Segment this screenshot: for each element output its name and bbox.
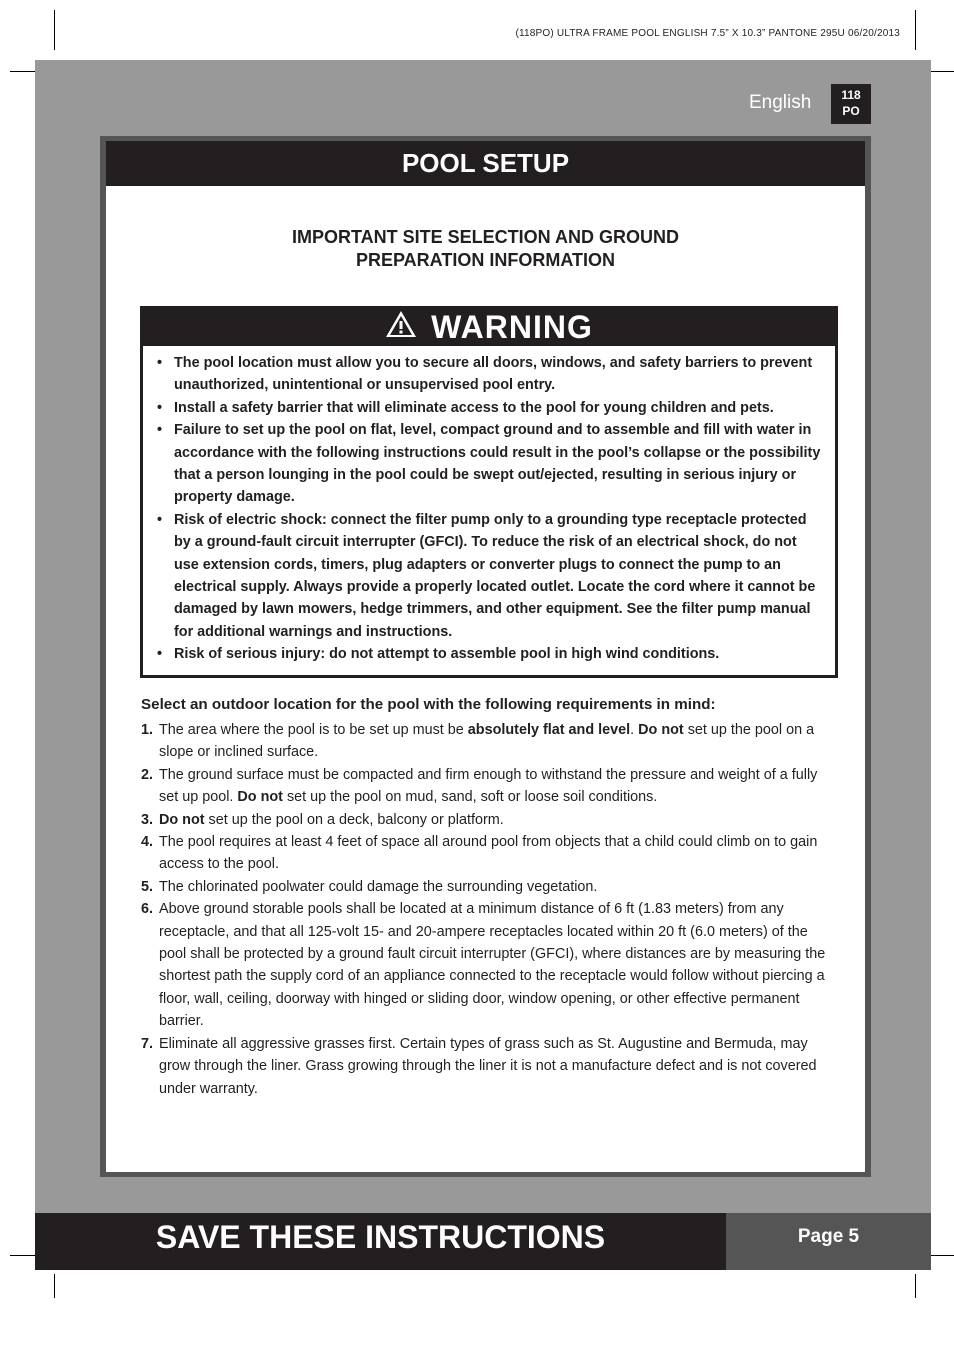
requirement-item [141, 898, 833, 1032]
requirement-number: 7. [141, 1035, 154, 1052]
warning-list [143, 346, 835, 666]
crop-mark [54, 1274, 55, 1298]
requirement-text: Above ground storable pools shall be located at a minimum distance of 6 ft (1.83 meters) from any receptacle, and that all 125-volt 15- and 20-ampere receptacles located within 20 ft (6.0 meters) of the pool shall be protected by a ground fault circuit interrupter (GFCI), where distances are by measuring the shortest path the supply cord of an appliance connected to the receptacle would follow without piercing a floor, wall, ceiling, doorway with hinged or sliding door, window opening, or other effective permanent barrier. [159, 901, 826, 1030]
crop-mark [54, 10, 55, 50]
requirement-item [141, 876, 833, 898]
requirement-item [141, 831, 833, 876]
warning-item: • The pool location must allow you to secure all doors, windows, and safety barriers to prevent unauthorized, unintentional or unsupervised pool entry. [157, 352, 825, 397]
requirement-number: 2. [141, 766, 154, 783]
requirement-text: set up the pool on mud, sand, soft or loose soil conditions. [282, 789, 658, 806]
warning-box [140, 306, 838, 678]
language-label: English [749, 92, 812, 113]
requirement-text: . [630, 722, 639, 738]
requirement-text: set up the pool on a deck, balcony or platform. [204, 811, 504, 828]
subheading [106, 226, 865, 272]
requirement-emphasis: Do not [237, 789, 283, 806]
page-number: Page 5 [726, 1213, 931, 1270]
requirement-text: The ground surface must be compacted and firm enough to withstand the pressure and weight of a fully set up pool. [159, 766, 818, 806]
requirement-emphasis: Do not [638, 722, 684, 738]
requirements-list [141, 719, 833, 1100]
content-panel-inner [106, 141, 865, 1172]
warning-title: WARNING [431, 309, 593, 345]
warning-item: • Risk of electric shock: connect the filter pump only to a grounding type receptacle protected by a ground-fault circuit interrupter (GFCI). To reduce the risk of an electrical shock, do not use extension cords, timers, plug adapters or converter plugs to connect the pump to an electrical supply. Always provide a properly located outlet. Locate the cord where it cannot be damaged by lawn mowers, hedge trimmers, and other equipment. See the filter pump manual for additional warnings and instructions. [157, 509, 825, 643]
subheading-line1: IMPORTANT SITE SELECTION AND GROUND [292, 227, 679, 247]
crop-mark [915, 10, 916, 50]
requirement-text: set up the pool on a slope or inclined surface. [159, 722, 815, 761]
requirement-number: 5. [141, 878, 154, 895]
warning-item: • Risk of serious injury: do not attempt to assemble pool in high wind conditions. [157, 643, 825, 665]
content-panel [100, 136, 871, 1177]
warning-triangle-icon [385, 309, 417, 346]
warning-header [143, 309, 835, 346]
requirement-text: Eliminate all aggressive grasses first. Certain types of grass such as St. Augustine and Bermuda, may grow through the liner. Grass growing through the liner it is not a manufacture defect and is not covered under warranty. [159, 1035, 817, 1097]
subheading-line2: PREPARATION INFORMATION [356, 250, 615, 270]
requirement-text: The pool requires at least 4 feet of space all around pool from objects that a child could climb on to gain access to the pool. [159, 834, 818, 873]
requirement-number: 3. [141, 811, 154, 828]
requirement-number: 6. [141, 901, 154, 918]
requirement-item [141, 1033, 833, 1100]
requirement-number: 4. [141, 834, 154, 851]
warning-item: • Failure to set up the pool on flat, level, compact ground and to assemble and fill with water in accordance with the following instructions could result in the pool’s collapse or the possibility that a person lounging in the pool could be swept out/ejected, resulting in serious injury or property damage. [157, 419, 825, 509]
print-info: (118PO) ULTRA FRAME POOL ENGLISH 7.5” X 10.3” PANTONE 295U 06/20/2013 [515, 28, 900, 39]
model-code-badge [831, 84, 871, 124]
model-code-line2: PO [842, 104, 860, 118]
requirement-item [141, 809, 833, 831]
requirement-emphasis: Do not [159, 811, 205, 828]
model-code-line1: 118 [841, 88, 861, 102]
section-title: POOL SETUP [106, 141, 865, 186]
crop-mark [915, 1274, 916, 1298]
requirement-number: 1. [141, 722, 154, 738]
requirement-emphasis: absolutely flat and level [467, 722, 631, 738]
warning-item: • Install a safety barrier that will eliminate access to the pool for young children and pets. [157, 397, 825, 419]
requirement-text: The chlorinated poolwater could damage the surrounding vegetation. [159, 878, 598, 895]
requirement-item [141, 764, 833, 809]
save-instructions-banner: SAVE THESE INSTRUCTIONS [35, 1213, 726, 1270]
requirement-item [141, 719, 833, 764]
requirement-text: The area where the pool is to be set up must be [159, 722, 468, 738]
requirements-intro: Select an outdoor location for the pool with the following requirements in mind: [141, 696, 716, 713]
